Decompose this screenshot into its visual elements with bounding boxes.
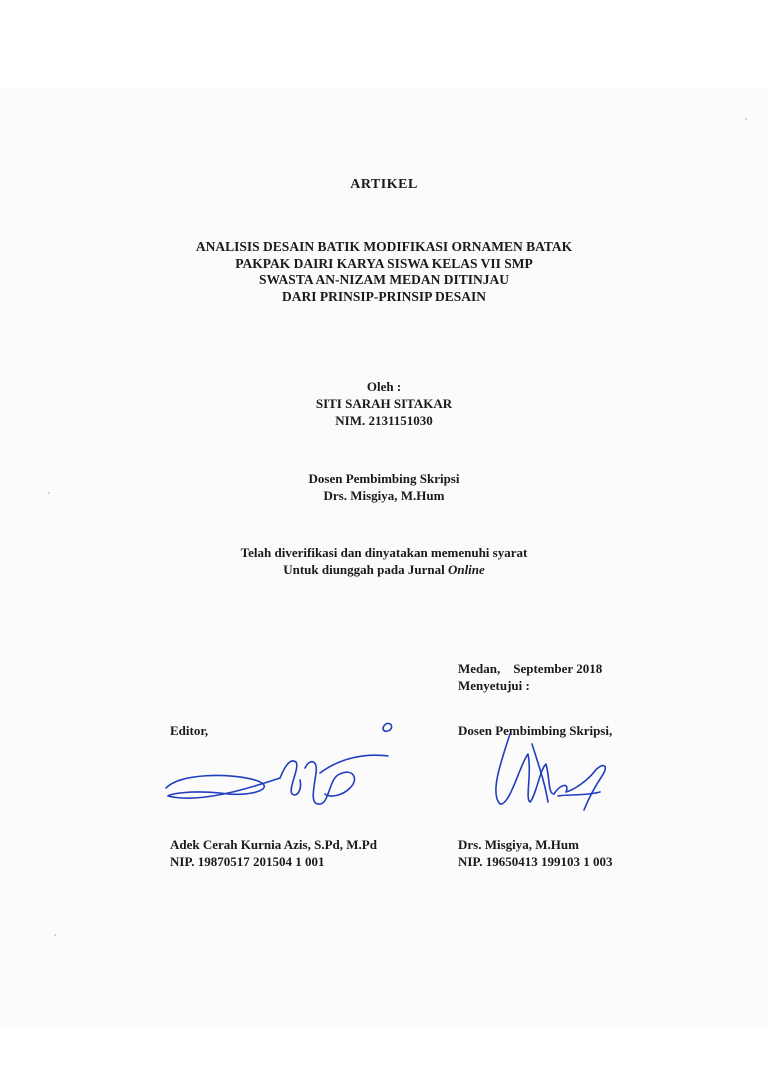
advisor-name: Drs. Misgiya, M.Hum <box>323 488 445 503</box>
scan-speck <box>48 492 50 494</box>
approval-label: Menyetujui : <box>458 678 530 693</box>
document-title <box>0 239 768 305</box>
author-nim: NIM. 2131151030 <box>335 413 433 428</box>
advisor-block <box>0 470 768 504</box>
editor-signatory <box>170 836 377 870</box>
verification-online-word: Online <box>447 562 485 577</box>
scan-speck <box>745 118 747 120</box>
author-block <box>0 378 768 429</box>
advisor-role-label: Dosen Pembimbing Skripsi, <box>458 723 613 738</box>
title-line-3: SWASTA AN-NIZAM MEDAN DITINJAU <box>259 272 509 287</box>
scan-speck <box>54 934 56 936</box>
title-line-2: PAKPAK DAIRI KARYA SISWA KELAS VII SMP <box>235 255 533 271</box>
advisor-signatory <box>458 836 612 870</box>
verification-line-1: Telah diverifikasi dan dinyatakan memenuhi syarat <box>240 545 528 560</box>
title-line-4: DARI PRINSIP-PRINSIP DESAIN <box>281 288 487 304</box>
verification-statement <box>0 544 768 578</box>
place-date: Medan, September 2018 <box>458 661 603 676</box>
place-date-block <box>458 660 602 694</box>
advisor-signatory-name: Drs. Misgiya, M.Hum <box>458 837 579 852</box>
editor-role-label: Editor, <box>170 723 209 738</box>
author-by-label: Oleh : <box>366 379 402 394</box>
advisor-signature-image <box>470 724 620 824</box>
document-heading: ARTIKEL <box>350 177 418 192</box>
editor-signature-image <box>160 718 400 828</box>
editor-name: Adek Cerah Kurnia Azis, S.Pd, M.Pd <box>170 837 377 852</box>
title-line-1: ANALISIS DESAIN BATIK MODIFIKASI ORNAMEN BATAK <box>195 239 573 254</box>
verification-line-2-text: Untuk diunggah pada Jurnal <box>283 562 448 577</box>
verification-line-2 <box>0 561 768 578</box>
advisor-nip: NIP. 19650413 199103 1 003 <box>458 854 613 869</box>
editor-nip: NIP. 19870517 201504 1 001 <box>170 854 325 869</box>
advisor-label: Dosen Pembimbing Skripsi <box>308 471 460 486</box>
author-name: SITI SARAH SITAKAR <box>315 396 453 411</box>
